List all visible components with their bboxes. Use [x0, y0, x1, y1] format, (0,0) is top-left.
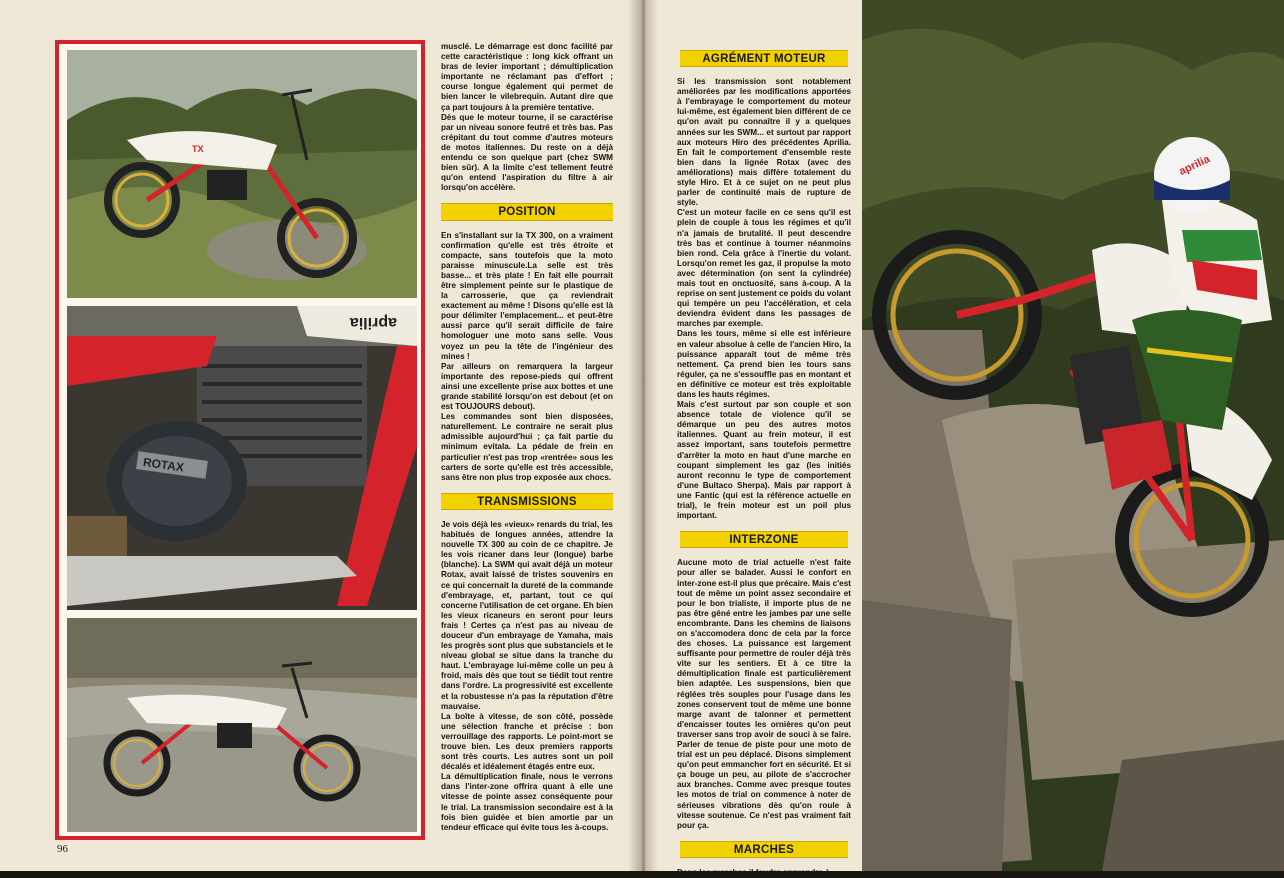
transmissions-paragraph: Je vois déjà les «vieux» renards du trial, les habitués de longues années, attendre la nouvelle TX 300 au coin de ce chapitre. Je les vois ricaner dans leur (longue) barbe (blanche). La SWM qui avait déjà un moteur Rotax, avait laissé de tristes souvenirs en ce qui concernait la dureté de la commande d'embrayage, et, partant, tout ce qui concerne l'utilisation de cet organe. Eh bien les vieux ricaneurs en seront pour leurs frais ! Certes ça n'est pas au niveau de douceur d'un embrayage de Yamaha, mais les progrès sont plus que substanciels et le niveau global se situe dans la tranche du haut. L'embrayage lui-même colle un peu à froid, mais dès que tout se tiédit tout rentre dans l'ordre. La progressivité est excellente et la robustesse n'a pas la réputation d'être mauvaise. La boîte à vitesse, de son côté, possède une sélection franche et précise : bon verrouillage des rapports. Le point-mort se trouve bien. Les deux premiers rapports sont très courts. Les autres sont un poil décalés et idéalement étagés entre eux. La démultiplication finale, nous le verrons dans l'inter-zone offrira quant à elle une vitesse de pointe assez conséquente pour le trial. La transmission secondaire est à la fois bien guidée et bien amortie par un tendeur efficace qui évite tous les à-coups.: [441, 519, 613, 832]
heading-position: POSITION: [441, 203, 613, 220]
text-column-left: [441, 42, 613, 862]
helmet-brand-label: aprilia: [1177, 153, 1212, 178]
heading-agrement-moteur: AGRÉMENT MOTEUR: [680, 50, 848, 67]
heading-interzone: INTERZONE: [680, 531, 848, 548]
marches-paragraph: Dans les marches il faudra apprendre à: [677, 867, 830, 877]
interzone-paragraph: Aucune moto de trial actuelle n'est faite pour aller se balader. Aussi le confort en inter-zone est-il plus que précaire. Mais c'est tout de même un point assez secondaire et pour le bon trialiste, il importe plus de ne pas être gêné entre les jambes par une selle encombrante. Dans les chemins de liaisons on s'accomodera donc de cela par la force des choses. La puissance est largement suffisante pour permettre de rouler déjà très vite sur les sentiers. Et à ce titre la démultiplication finale est particulièrement bien adaptée. Les suspensions, bien que réglées très souples pour l'usage dans les zones conservent tout de même une bonne marge avant de talonner et permettent d'encaisser toutes les ornières qu'on peut traverser sans trop avoir de souci à se faire. Parler de tenue de piste pour une moto de trial est un peu déplacé. Disons simplement qu'on peut emmancher fort en sécurité. Et si ça bouge un peu, au pilote de s'accrocher aux branches. Comme avec presque toutes les motos de trial on commence à noter de sérieuses vibrations dès qu'on roule à vitesse soutenue. Ce n'est pas vraiment fait pour ça.: [677, 558, 851, 830]
left-page: [0, 0, 645, 871]
photo-bike-side: [67, 50, 417, 298]
position-paragraph: En s'installant sur la TX 300, on a vraiment confirmation qu'elle est très étroite et compacte, sans toutefois que la moto paraisse minuscule.La selle est très basse... et très plate ! En fait elle pourrait être simplement peinte sur le plastique de la carrosserie, que ça reviendrait exactement au même ! Disons qu'elle est là pour délimiter l'emplacement... et peut-être aussi parce qu'il serait difficile de faire homologuer une moto sans selle. Vous voyez un peu la tête de l'ingénieur des mines ! Par ailleurs on remarquera la largeur importante des repose-pieds qui offrent ainsi une excellente prise aux bottes et une grande stabilité lorsqu'on est debout (et on est TOUJOURS debout). Les commandes sont bien disposées, naturellement. Le contraire ne serait plus admissible aujourd'hui ; ça fait partie du minimum evitala. La pédale de frein en particulier n'est pas trop «rentrée» sous les carters de sorte qu'elle est très accessible, sans être non plus trop exposée aux chocs.: [441, 230, 613, 482]
agrement-paragraph: Si les transmission sont notablement améliorées par les modifications apportées à l'embrayage le comportement du moteur lui-même, est également bien différent de ce qu'on avait pu connaître il y a quelques années sur les SWM... et surtout par rapport aux moteurs Hiro des précédentes Aprilia. En fait le comportement d'ensemble reste bien dans la lignée Rotax (avec des améliorations) mais diffère totalement du style Hiro. Et à ce sujet on ne peut plus parler de continuité mais de rupture de style. C'est un moteur facile en ce sens qu'il est plein de couple à tous les régimes et qu'il n'a jamais de brutalité. Il peut descendre très bas et continue à tourner néanmoins bien rond. Cela grâce à l'inertie du volant. Lorsqu'on remet les gaz, il propulse la moto avec détermination (on sent la cylindrée) mais tout en onctuosité, sans à-coup. A la reprise on sent justement ce poids du volant qui tempère un peu l'accélération, et cela deviendra évident dans les passages de marches par exemple. Dans les tours, même si elle est inférieure en valeur absolue à celle de l'ancien Hiro, la puissance apparaît tout de même très nettement. Ça prend bien les tours sans réguler, ça ne s'essouffle pas en montant et en définitive ce moteur est très exploitable dans les hauts régimes. Mais c'est surtout par son couple et son absence totale de violence qu'il se démarque un peu des autres motos italiennes. Quant au frein moteur, il est assez important, sans toutefois permettre d'arrêter la moto en haut d'une marche en coupant simplement les gaz (les initiés auront reconnu le type de comportement d'une Bultaco Sherpa). Mais par rapport à une Fantic (qui est la référence actuelle en trial), le frein moteur est un poil plus important.: [677, 77, 851, 521]
intro-paragraph: musclé. Le démarrage est donc facilité par cette caractéristique : long kick offrant un bras de levier important ; démultiplication importante ne réclamant pas d'effort ; course longue également qui permet de bien lancer le vilebrequin. Autant dire que ça part toujours à la première tentative. Dès que le moteur tourne, il se caractérise par un niveau sonore feutré et très bas. Pas crépitant du tout comme d'autres moteurs de motos italiennes. Du reste on a déjà entendu ce son quelque part (chez SWM bien sûr). A la limite c'est tellement feutré qu'on entend l'aspiration du filtre à air lorsqu'on accélère.: [441, 42, 613, 193]
tank-badge-label: TX: [192, 144, 204, 154]
photo-frame: [55, 40, 425, 840]
photo-engine-closeup: [67, 306, 417, 610]
text-column-right: [677, 46, 851, 877]
heading-marches: MARCHES: [680, 841, 848, 858]
heading-transmissions: TRANSMISSIONS: [441, 493, 613, 510]
book-gutter-shadow: [628, 0, 658, 871]
page-number: 96: [57, 843, 68, 855]
photo-rider-on-rocks: [862, 0, 1284, 871]
photo-bike-stream: [67, 618, 417, 832]
engine-cover-label: ROTAX: [142, 455, 185, 475]
brand-label: aprilia: [349, 314, 397, 331]
